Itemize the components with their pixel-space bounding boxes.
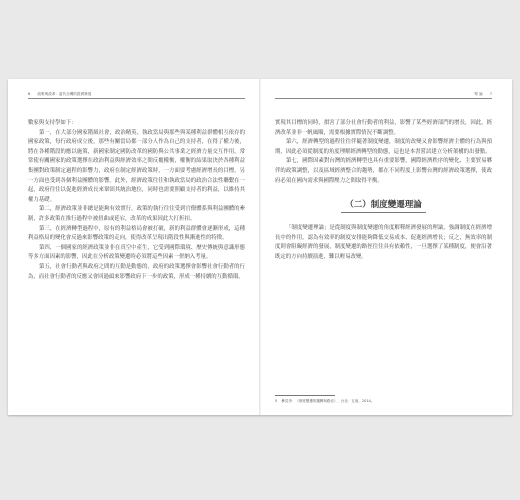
section-heading-text: （二）制度變遷理論 — [341, 199, 426, 213]
footnote-area — [275, 395, 492, 404]
section-heading — [275, 199, 492, 213]
paragraph: 第三，在經濟轉型過程中，原有的利益格局會被打破，新的利益群體會逐漸形成，這種利益格局的變化會反過來影響政策的走向，使得改革呈現出階段性與漸進性的特徵。 — [28, 225, 245, 242]
book-spread — [8, 79, 512, 415]
paragraph: 第五，社會行動者與政府之間的互動是動態的，政府的政策選擇會影響社會行動者的行為，而社會行動者的反應又會回過頭來影響政府下一步的政策，形成一種持續的互動循環。 — [28, 263, 245, 280]
paragraph: 第七，國際因素對台灣的經濟轉型也具有重要影響，國際經濟秩序的變化、主要貿易夥伴的政策調整，以及區域經濟整合的趨勢，都在不同程度上影響台灣的經濟政策選擇，使政府必須在國內需求與國際壓力之間取得平衡。 — [275, 158, 492, 184]
footnote-number: 5 — [275, 399, 278, 403]
footnote-text: 參見李：《制度變遷的邏輯與路徑》，台北：五南，2014。 — [281, 399, 375, 403]
footnote — [275, 399, 492, 404]
left-page — [8, 79, 259, 415]
footnote-rule — [275, 395, 335, 396]
right-page-body — [275, 119, 492, 263]
paragraph: 第六，經濟轉型的過程往往伴隨著制度變遷，制度的改變又會影響經濟主體的行為與預期，因此必須從制度的角度理解經濟轉型的動態，這也是本書嘗試建立分析架構的出發點。 — [275, 139, 492, 155]
paragraph: 第一，在大部分國家階級社會，政治精英、執政當局與那些與某種利益群體相互依存的國家政策，每行政府成立後，那些有關當局都一部分人作為自己的支持者，在得了權力後，將在各種階段的應以施策，新國家制定國防改革的國防與公共事業之經濟力量交互作用，常常使有關國家的政策選擇在政治利益與經濟效率之間反覆權衡，權衡的結果取決於各種利益集團對政策制定過程的影響力，政府在制定經濟政策時，一方面要考慮經濟增長的目標，另一方面也受到各個利益團體的影響。此外，經濟政策往往和執政當局的政治合法性聯繫在一起，政府往往以促進經濟成長來鞏固其統治地位，同時也需要照顧支持者的利益，以維持其權力基礎。 — [28, 129, 245, 203]
paragraph: 第四，一個國家的經濟政策並非在真空中產生，它受到國際環境、歷史傳統與意識形態等多方面因素的影響，因此在分析政策變遷時必須將這些因素一併納入考量。 — [28, 244, 245, 261]
paragraph: 實現其目標的同時，損害了部分社會行動者的利益，影響了某些經濟部門的增長，因此，經濟改革並非一帆風順，需要根據實際情況不斷調整。 — [275, 120, 492, 136]
right-header-rule — [275, 98, 492, 99]
paragraph: 「制度變遷理論」是從制度與制度變遷的角度解釋經濟發展的理論，強調制度在經濟增長中的作用，認為有效率的制度安排能夠降低交易成本、促進經濟增長；反之，無效率的制度則會阻礙經濟的發展，制度變遷的路徑往往具有依賴性，一旦選擇了某種制度，便會沿著既定的方向持續演進，難以輕易改變。 — [275, 225, 492, 260]
left-page-number: 6 — [28, 92, 31, 96]
left-running-title: 政策與改革：當代台灣的經濟發展 — [37, 92, 92, 96]
right-running-title: 導 論 — [474, 92, 483, 96]
right-page — [261, 79, 512, 415]
right-page-number: 7 — [489, 92, 492, 96]
paragraph: 第二，經濟政策並非總是能夠有效實行，政策的執行往往受到官僚體系與利益團體的牽制，許多政策在推行過程中被扭曲或延宕，改革的成果因此大打折扣。 — [28, 206, 245, 222]
left-header-rule — [28, 98, 245, 99]
left-page-header — [28, 92, 91, 97]
left-page-body — [28, 119, 245, 282]
paragraph: 數家與支持學如下： — [28, 120, 77, 126]
right-page-header — [474, 92, 492, 97]
